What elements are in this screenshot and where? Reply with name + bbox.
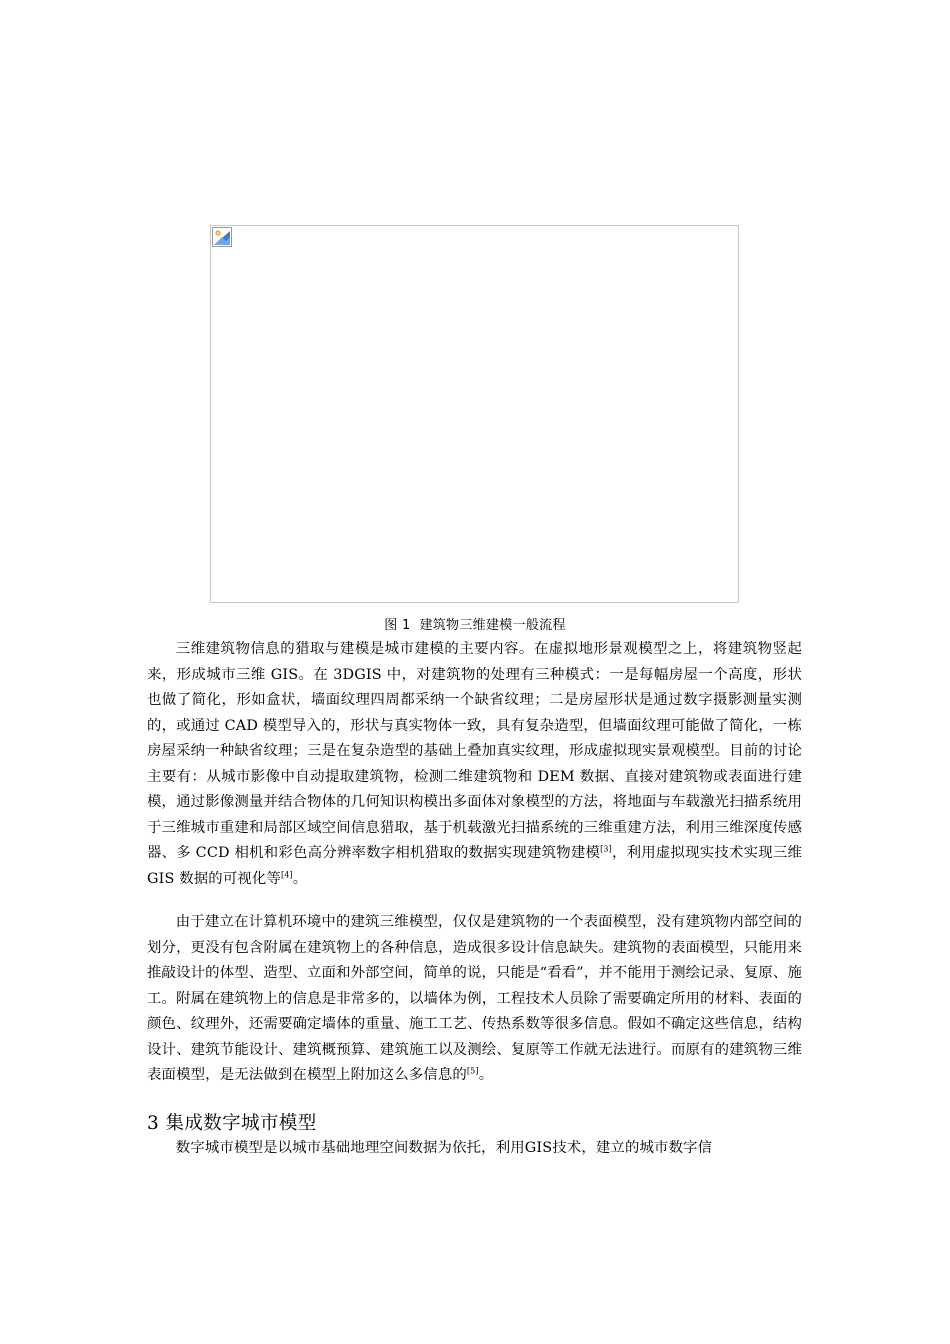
citation-ref-5: [5] (466, 1066, 479, 1076)
body-paragraph-1 (147, 637, 802, 892)
paragraph-text: 。 (478, 1067, 494, 1083)
paragraph-text: 数字城市模型是以城市基础地理空间数据为依托，利用GIS技术，建立的城市数字信 (175, 1140, 713, 1156)
figure-caption-text: 建筑物三维建模一般流程 (419, 618, 566, 633)
section-heading: 3 集成数字城市模型 (147, 1113, 317, 1134)
figure-caption-number: 图 1 (384, 618, 411, 633)
paragraph-text: 三维建筑物信息的猎取与建模是城市建模的主要内容。在虚拟地形景观模型之上，将建筑物竖起来，形成城市三维 GIS。在 3DGIS 中，对建筑物的处理有三种模式：一是每幅房屋一个高度，形状也做了简化，形如盒状，墙面纹理四周都采纳一个缺省纹理；二是房屋形状是通过数字摄影测量实测的，或通过 CAD 模型导入的，形状与真实物体一致，具有复杂造型，但墙面纹理可能做了简化，一栋房屋采纳一种缺省纹理；三是在复杂造型的基础上叠加真实纹理，形成虚拟现实景观模型。目前的讨论主要有：从城市影像中自动提取建筑物，检测二维建筑物和 DEM 数据、直接对建筑物或表面进行建模，通过影像测量并结合物体的几何知识构模出多面体对象模型的方法，将地面与车载激光扫描系统用于三维城市重建和局部区域空间信息猎取，基于机载激光扫描系统的三维重建方法，利用三维深度传感器、多 CCD 相机和彩色高分辨率数字相机猎取的数据实现建筑物建模 (147, 641, 802, 861)
broken-image-icon (212, 227, 232, 247)
citation-ref-3: [3] (600, 844, 612, 854)
figure-caption (0, 617, 950, 635)
paragraph-text: ，利用虚拟现实技术实现三维 GIS 数据的可视化等 (147, 845, 802, 887)
paragraph-text: 。 (292, 870, 308, 887)
figure-image-placeholder (210, 225, 739, 603)
paragraph-text: 由于建立在计算机环境中的建筑三维模型，仅仅是建筑物的一个表面模型，没有建筑物内部空间的划分，更没有包含附属在建筑物上的各种信息，造成很多设计信息缺失。建筑物的表面模型，只能用来推敲设计的体型、造型、立面和外部空间，简单的说，只能是“看看”，并不能用于测绘记录、复原、施工。附属在建筑物上的信息是非常多的，以墙体为例，工程技术人员除了需要确定所用的材料、表面的颜色、纹理外，还需要确定墙体的重量、施工工艺、传热系数等很多信息。假如不确定这些信息，结构设计、建筑节能设计、建筑概预算、建筑施工以及测绘、复原等工作就无法进行。而原有的建筑物三维表面模型，是无法做到在模型上附加这么多信息的 (147, 914, 802, 1083)
body-paragraph-2 (147, 910, 802, 1089)
citation-ref-4: [4] (281, 869, 293, 879)
body-paragraph-3 (147, 1136, 802, 1162)
